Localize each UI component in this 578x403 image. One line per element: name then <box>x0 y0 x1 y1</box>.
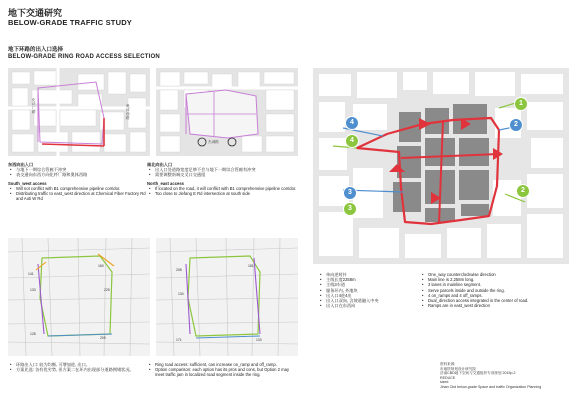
opt1-number: 205 <box>100 336 106 340</box>
map-label-chemical-fiber-rd: 化纤厂路 <box>32 98 36 114</box>
summary-cn-6: • 出入口双向, 含坡道融入中央 <box>318 298 418 303</box>
summary-cn-3: • 主线3车道 <box>318 282 418 287</box>
sw-title-en: South_west access <box>8 180 47 186</box>
map-south-west-access <box>8 68 150 156</box>
section-subtitle-en: BELOW-GRADE RING ROAD ACCESS SELECTION <box>8 54 160 60</box>
opt1-number: 141 <box>28 272 34 276</box>
summary-cn <box>318 272 418 308</box>
credits-line: REDUCE <box>440 375 456 380</box>
access-badge: 2 <box>516 184 530 198</box>
page-title-en: BELOW-GRADE TRAFFIC STUDY <box>8 18 133 27</box>
credits-line: 市地铁规划设计研究院 <box>440 366 476 371</box>
summary-cn-4: • 服务环内, 外地块 <box>318 288 418 293</box>
map-opt1-svg <box>8 238 150 356</box>
sw-title-cn: 东西向出入口 <box>8 162 34 167</box>
summary-en-6: • Dual_direction access integrated in the center of road. <box>420 298 570 303</box>
map-option-2-traffic <box>156 238 298 356</box>
opt2-number: 181 <box>248 264 254 268</box>
ne-bullet-en-2: • Too close to Jiefang E Rd intersection at south side <box>147 191 297 196</box>
ne-title-cn: 南北向出入口 <box>147 162 173 167</box>
opt2-number: 208 <box>176 268 182 272</box>
summary-en-5: • 4 on_ramps and 4 off_ramps. <box>420 293 570 298</box>
sw-bullet-en-1: • Will not conflict with B1 comprehensive pipeline corridor. <box>8 186 150 191</box>
section-subtitle-cn: 地下环路的出入口选择 <box>8 47 64 53</box>
summary-en <box>420 272 570 308</box>
credits-line: 济南CBD地下空间与交通组织专项规划 2015p.2 <box>440 371 516 376</box>
opt2-bullet-2: • Option comparison: each option has its pros and cons, but Option 2 may meet traffic jam in localized road segment inside the ring. <box>147 367 297 377</box>
north-east-access-text <box>147 162 297 196</box>
opt1-number: 225 <box>104 288 110 292</box>
map-label-jiecheng-rd: 杰诚路 <box>208 140 219 144</box>
access-badge: 1 <box>514 97 528 111</box>
credits-line: 资料来源: <box>440 362 456 366</box>
map-north-east-access <box>156 68 298 156</box>
summary-cn-7: • 出入口在东西向 <box>318 303 418 308</box>
opt2-bullet-1: • Ring road access: sufficient, can increase on_ramp and off_ramp. <box>147 362 297 367</box>
summary-cn-2: • 主线长度2258m <box>318 277 418 282</box>
map-label-aoti-w-rd: 奥体西路 <box>126 104 130 120</box>
summary-en-1: • One_way counterclockwise direction <box>420 272 570 277</box>
summary-en-3: • 3 lanes in mainline segment. <box>420 282 570 287</box>
access-badge: 3 <box>343 202 357 216</box>
access-badge: 3 <box>343 186 357 200</box>
ne-bullet-cn-2: • 需要调整南端交叉口交通组 <box>147 172 297 177</box>
access-badge: 4 <box>345 134 359 148</box>
credits-line: Jinan Cbd below-grade Space and traffic Organization Planning <box>440 384 542 389</box>
ne-bullet-en-1: • If located on the road, it will conflict with B1 comprehensive pipeline corridor. <box>147 186 297 191</box>
ring-road-svg <box>313 68 569 264</box>
access-badge: 2 <box>509 118 523 132</box>
opt1-number: 133 <box>30 288 36 292</box>
credits-line: sized <box>440 380 449 385</box>
summary-en-7: • Ramps are in east_west direction <box>420 303 570 308</box>
summary-en-2: • Main line is 2,258m long. <box>420 277 570 282</box>
opt1-bullet-1: • 环路出入口: 较为均衡, 可增加进, 出口。 <box>8 362 150 367</box>
option-1-text <box>8 362 150 372</box>
page-title-cn: 地下交通研究 <box>8 8 63 18</box>
opt1-bullet-2: • 方案比选: 各有优劣势, 但方案二在环内出现部分道路拥堵状况。 <box>8 367 150 372</box>
credits <box>440 362 572 390</box>
map-option-1-traffic <box>8 238 150 356</box>
sw-bullet-en-2: • Distributing traffic to east_west direction at Chemical Fiber Factory Rd and Aoti W Rd <box>8 191 150 201</box>
option-2-text <box>147 362 297 378</box>
ring-road-map <box>313 68 569 264</box>
opt2-number: 134 <box>178 292 184 296</box>
summary-en-4: • Serve parcels inside and outside the ring. <box>420 288 570 293</box>
opt1-number: 128 <box>30 332 36 336</box>
summary-cn-5: • 出入口4进4出 <box>318 293 418 298</box>
sw-bullet-cn-2: • 表交通向东西方向化纤厂路和奥体西路 <box>8 172 150 177</box>
access-badge: 4 <box>345 116 359 130</box>
ne-title-en: North_east access <box>147 180 185 186</box>
south-west-access-text <box>8 162 150 201</box>
opt1-number: 160 <box>98 264 104 268</box>
sw-bullet-cn-1: • 与地下一期综合管廊不冲突 <box>8 167 150 172</box>
ne-bullet-cn-1: • 出入口处道路宽度足够不会与地下一期综合管廊有冲突 <box>147 167 297 172</box>
map-ne-svg <box>156 68 298 156</box>
summary-cn-1: • 单向逆时针 <box>318 272 418 277</box>
opt2-number: 171 <box>176 338 182 342</box>
opt2-number: 133 <box>256 338 262 342</box>
